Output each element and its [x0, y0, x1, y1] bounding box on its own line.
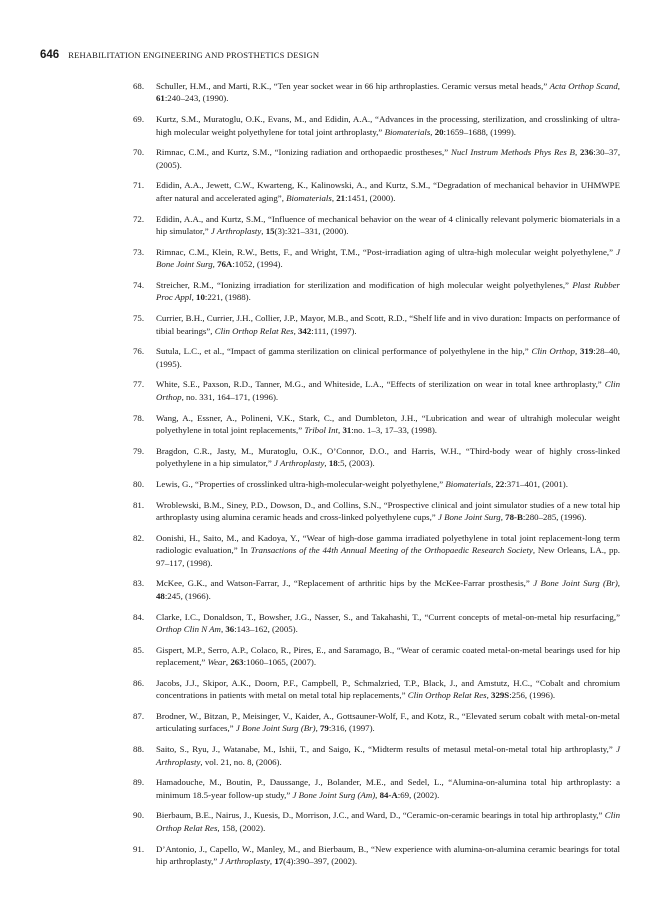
page-header — [40, 49, 630, 63]
reference-text: , vol. 21, no. 8, (2006). — [200, 756, 282, 767]
reference-text: Edidin, A.A., Jewett, C.W., Kwarteng, K., Kalinowski, A., and Kurtz, S.M., “Degradation of mechanical behavior in UHMWPE after natural and accelerated aging”, — [156, 180, 620, 203]
reference-text: Wang, A., Essner, A., Polineni, V.K., Stark, C., and Dumbleton, J.H., “Lubrication and wear of ultrahigh molecular weight polyethylene in total joint replacements,” — [156, 412, 620, 435]
reference-number: 70. — [133, 147, 145, 158]
reference-text: , 158, (2002). — [217, 822, 266, 833]
reference-number: 90. — [133, 810, 145, 821]
reference-number: 82. — [133, 532, 145, 543]
reference-journal: Acta Orthop Scand — [549, 81, 618, 91]
reference-number: 76. — [133, 346, 145, 357]
reference-number: 80. — [133, 478, 145, 489]
reference-volume: 20 — [434, 126, 444, 137]
reference-text: , — [220, 623, 226, 634]
reference-journal: Biomaterials — [445, 478, 492, 489]
reference-volume: 342 — [297, 325, 312, 336]
page-number: 646 — [40, 49, 60, 61]
reference-journal: J Bone Joint Surg — [156, 246, 620, 270]
reference-text: :245, (1966). — [164, 590, 211, 601]
reference-item — [133, 478, 620, 490]
reference-text: :240–243, (1990). — [164, 93, 229, 104]
reference-text: Schuller, H.M., and Marti, R.K., “Ten year socket wear in 66 hip arthroplasties. Ceramic versus metal heads,” — [156, 81, 550, 91]
reference-number: 71. — [133, 180, 145, 191]
reference-item — [133, 80, 620, 105]
reference-text: , — [331, 192, 337, 203]
reference-text: Saito, S., Ryu, J., Watanabe, M., Ishii, T., and Saigo, K., “Midterm results of metasul metal-on-metal total hip arthroplasty,” — [156, 744, 617, 755]
reference-number: 75. — [133, 313, 145, 324]
reference-journal: Transactions of the 44th Annual Meeting of the Orthopaedic Research Society — [250, 545, 533, 556]
reference-number: 83. — [133, 578, 145, 589]
reference-number: 77. — [133, 379, 145, 390]
reference-journal: J Bone Joint Surg — [437, 512, 501, 523]
reference-text: :28–40, (1995). — [156, 346, 621, 369]
reference-text: :221, (1988). — [204, 292, 251, 303]
reference-journal: Biomaterials — [384, 126, 431, 137]
reference-text: :371–401, (2001). — [504, 478, 568, 489]
reference-number: 86. — [133, 677, 145, 688]
reference-volume: 36 — [225, 623, 235, 634]
reference-volume: 21 — [336, 192, 346, 203]
reference-volume: 17 — [274, 856, 284, 866]
reference-number: 72. — [133, 213, 145, 224]
reference-text: , — [500, 512, 506, 523]
reference-volume: 18 — [328, 458, 338, 469]
reference-journal: J Bone Joint Surg (Br) — [533, 578, 618, 589]
reference-text: (3):321–331, (2000). — [274, 226, 349, 237]
reference-volume: 329S — [491, 690, 510, 701]
reference-text: , — [574, 147, 580, 158]
reference-journal: Plast Rubber Proc Appl — [156, 279, 620, 303]
reference-volume: 319 — [579, 346, 594, 357]
reference-text: Bierbaum, B.E., Nairus, J., Kuesis, D., Morrison, J.C., and Ward, D., “Ceramic-on-ceramic bearings in total hip arthroplasty,” — [156, 810, 605, 821]
running-title: REHABILITATION ENGINEERING AND PROSTHETICS DESIGN — [68, 50, 320, 60]
reference-volume: 61 — [156, 93, 165, 104]
reference-journal: Biomaterials — [286, 192, 332, 203]
reference-text: :256, (1996). — [509, 690, 556, 701]
reference-journal: Wear — [207, 657, 226, 668]
reference-text: :1451, (2000). — [345, 192, 396, 203]
reference-text: Brodner, W., Bitzan, P., Meisinger, V., Kaider, A., Gottsauner-Wolf, F., and Kotz, R., “Elevated serum cobalt with metal-on-metal articulating surfaces,” — [156, 710, 620, 734]
reference-text: Kurtz, S.M., Muratoglu, O.K., Evans, M., and Edidin, A.A., “Advances in the processing, sterilization, and crosslinking of ultra-high molecular weight polyethylene for total joint arthroplasty,” — [156, 114, 620, 137]
reference-text: Oonishi, H., Saito, M., and Kadoya, Y., “Wear of high-dose gamma irradiated polyethylene in total joint replacement-long term radiologic evaluation,” In — [156, 532, 620, 556]
reference-number: 78. — [133, 412, 145, 423]
reference-text: :69, (2002). — [397, 789, 440, 800]
reference-journal: J Bone Joint Surg (Br) — [235, 723, 316, 734]
reference-item — [133, 677, 620, 702]
reference-text: , — [212, 259, 218, 270]
reference-item — [133, 246, 620, 271]
reference-text: , — [617, 578, 620, 589]
reference-text: :143–162, (2005). — [234, 623, 298, 634]
reference-text: , — [430, 126, 435, 137]
reference-text: , — [491, 478, 496, 489]
reference-volume: 78-B — [505, 512, 523, 523]
reference-item — [133, 577, 620, 602]
reference-journal: J Arthroplasty — [274, 458, 325, 469]
reference-journal: Clin Orthop Relat Res — [214, 325, 294, 336]
reference-number: 73. — [133, 246, 145, 257]
reference-journal: J Arthroplasty — [156, 744, 620, 767]
reference-volume: 236 — [579, 147, 594, 158]
reference-text: , — [574, 346, 580, 357]
reference-text: Rimnac, C.M., Klein, R.W., Betts, F., and Wright, T.M., “Post-irradiation aging of ultra-high molecular weight polyethylene,” — [156, 246, 617, 257]
reference-number: 79. — [133, 445, 145, 456]
reference-text: :111, (1997). — [311, 325, 357, 336]
reference-text: :316, (1997). — [328, 723, 375, 734]
reference-journal: Tribol Int — [304, 424, 339, 435]
reference-number: 69. — [133, 114, 145, 125]
reference-text: McKee, G.K., and Watson-Farrar, J., “Replacement of arthritic hips by the McKee-Farrar prosthesis,” — [156, 578, 534, 589]
reference-text: Streicher, R.M., “Ionizing irradiation for sterilization and modification of high molecular weight polyethylenes,” — [156, 279, 573, 290]
reference-list — [133, 80, 620, 876]
reference-journal: J Arthroplasty — [210, 226, 262, 237]
reference-text: :1060–1065, (2007). — [243, 657, 317, 668]
reference-item — [133, 146, 620, 171]
reference-journal: Clin Orthop Relat Res — [156, 810, 620, 833]
reference-number: 85. — [133, 644, 145, 655]
reference-number: 87. — [133, 710, 145, 721]
reference-item — [133, 412, 620, 437]
reference-text: , — [269, 856, 275, 866]
reference-number: 68. — [133, 81, 145, 91]
reference-text: Edidin, A.A., and Kurtz, S.M., “Influence of mechanical behavior on the wear of 4 clinically relevant polymeric biomaterials in a hip simulator,” — [156, 213, 620, 237]
reference-text: D’Antonio, J., Capello, W., Manley, M., and Bierbaum, B., “New experience with alumina-on-alumina ceramic bearings for total hip arthroplasty,” — [156, 843, 620, 866]
reference-text: , — [293, 325, 298, 336]
reference-text: Rimnac, C.M., and Kurtz, S.M., “Ionizing radiation and orthopaedic prostheses,” — [156, 147, 451, 158]
reference-volume: 84-A — [379, 789, 398, 800]
reference-text: Hamadouche, M., Boutin, P., Daussange, J., Bolander, M.E., and Sedel, L., “Alumina-on-alumina total hip arthroplasty: a minimum 18.5-year follow-up study,” — [156, 777, 620, 800]
reference-item — [133, 113, 620, 138]
reference-item — [133, 809, 620, 834]
reference-volume: 10 — [196, 292, 205, 303]
reference-text: :30–37, (2005). — [156, 147, 621, 170]
reference-text: Jacobs, J.J., Skipor, A.K., Doorn, P.F., Campbell, P., Schmalzried, T.P., Black, J., and Amstutz, H.C., “Cobalt and chromium concentrations in patients with metal on metal total hip replacements,” — [156, 677, 620, 701]
reference-item — [133, 445, 620, 470]
reference-text: (4):390–397, (2002). — [283, 856, 358, 866]
reference-text: Clarke, I.C., Donaldson, T., Bowsher, J.G., Nasser, S., and Takahashi, T., “Current concepts of metal-on-metal hip resurfacing,” — [156, 611, 620, 622]
reference-number: 84. — [133, 611, 145, 622]
reference-volume: 15 — [265, 226, 275, 237]
reference-journal: Orthop Clin N Am — [156, 623, 221, 634]
reference-text: , — [338, 424, 343, 435]
reference-text: , no. 331, 164–171, (1996). — [181, 391, 279, 402]
reference-item — [133, 279, 620, 304]
reference-item — [133, 378, 620, 403]
reference-text: Wroblewski, B.M., Siney, P.D., Dowson, D., and Collins, S.N., “Prospective clinical and joint simulator studies of a new total hip arthroplasty using alumina ceramic heads and cross-linked polyethylene cups,” — [156, 499, 620, 523]
reference-volume: 76A — [217, 259, 233, 270]
reference-text: , — [617, 81, 620, 91]
reference-text: :5, (2003). — [337, 458, 375, 469]
reference-item — [133, 843, 620, 868]
reference-number: 74. — [133, 279, 145, 290]
reference-number: 88. — [133, 744, 145, 755]
reference-number: 81. — [133, 499, 145, 510]
reference-item — [133, 179, 620, 204]
reference-number: 89. — [133, 777, 145, 788]
reference-text: Sutula, L.C., et al., “Impact of gamma sterilization on clinical performance of polyethylene in the hip,” — [156, 346, 532, 357]
reference-number: 91. — [133, 843, 145, 854]
reference-journal: Clin Orthop — [531, 346, 575, 357]
reference-text: , — [324, 458, 329, 469]
reference-text: , New Orleans, LA., pp. 97–117, (1998). — [156, 545, 620, 568]
reference-text: Bragdon, C.R., Jasty, M., Muratoglu, O.K., O’Connor, D.O., and Harris, W.H., “Third-body wear of highly cross-linked polyethylene in a hip simulator,” — [156, 445, 620, 469]
reference-text: Gispert, M.P., Serro, A.P., Colaco, R., Pires, E., and Saramago, B., “Wear of ceramic coated metal-on-metal bearings used for hip replacement,” — [156, 644, 620, 668]
reference-item — [133, 776, 620, 801]
reference-volume: 79 — [319, 723, 329, 734]
reference-text: Lewis, G., “Properties of crosslinked ultra-high-molecular-weight polyethylene,” — [156, 478, 446, 489]
reference-journal: Clin Orthop Relat Res — [407, 690, 487, 701]
reference-text: :1659–1688, (1999). — [443, 126, 517, 137]
reference-item — [133, 345, 620, 370]
reference-item — [133, 213, 620, 238]
reference-volume: 22 — [495, 478, 505, 489]
reference-item — [133, 499, 620, 524]
reference-text: :1052, (1994). — [232, 259, 283, 270]
reference-text: , — [261, 226, 266, 237]
reference-text: White, S.E., Paxson, R.D., Tanner, M.G., and Whiteside, L.A., “Effects of sterilization on wear in total knee arthroplasty,” — [156, 379, 605, 390]
reference-text: , — [225, 657, 231, 668]
reference-text: , — [375, 789, 380, 800]
reference-item — [133, 644, 620, 669]
reference-journal: J Bone Joint Surg (Am) — [292, 789, 376, 800]
reference-volume: 48 — [156, 590, 165, 601]
reference-text: , — [315, 723, 320, 734]
reference-item — [133, 743, 620, 768]
reference-journal: Clin Orthop — [156, 379, 620, 402]
reference-text: Currier, B.H., Currier, J.H., Collier, J.P., Mayor, M.B., and Scott, R.D., “Shelf life and in vivo duration: Impacts on performance of tibial bearings”, — [156, 313, 620, 336]
reference-journal: J Arthroplasty — [219, 856, 270, 866]
reference-text: , — [191, 292, 197, 303]
reference-text: , — [486, 690, 492, 701]
reference-item — [133, 532, 620, 569]
reference-item — [133, 611, 620, 636]
reference-journal: Nucl Instrum Methods Phys Res B — [450, 147, 575, 158]
reference-item — [133, 312, 620, 337]
reference-text: :280–285, (1996). — [522, 512, 587, 523]
reference-volume: 31 — [342, 424, 352, 435]
reference-text: :no. 1–3, 17–33, (1998). — [351, 424, 438, 435]
reference-item — [133, 710, 620, 735]
reference-volume: 263 — [230, 657, 244, 668]
